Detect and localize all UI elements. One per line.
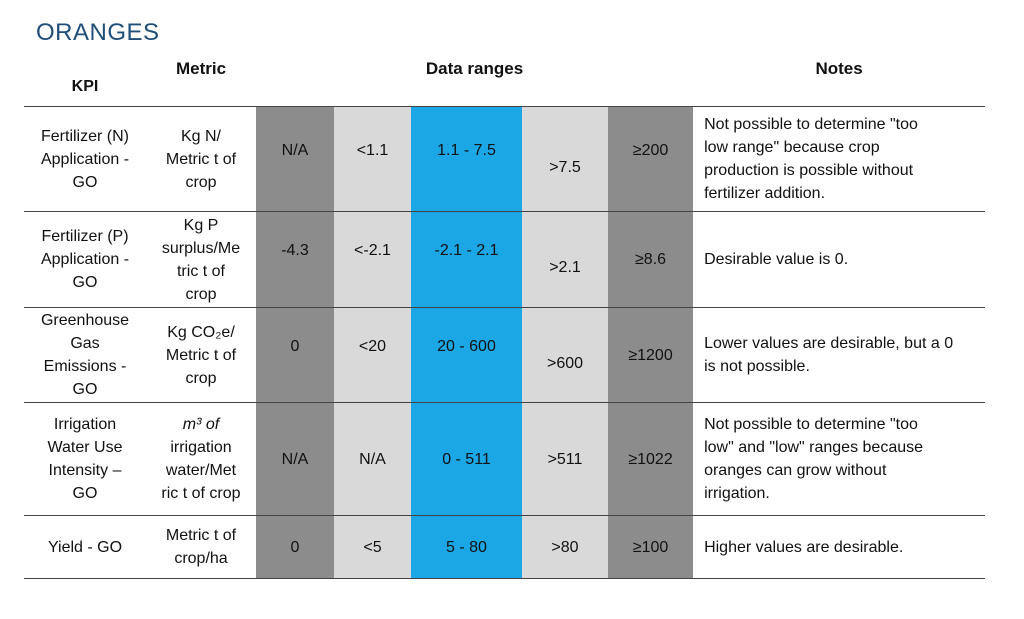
range-cell-target	[411, 516, 522, 579]
range-cell-very-high	[608, 308, 693, 403]
range-value: ≥200	[632, 141, 669, 159]
table-body	[24, 107, 985, 579]
table-row	[24, 308, 985, 403]
notes-line: Lower values are desirable, but a 0	[704, 335, 954, 352]
range-cell-high	[522, 308, 608, 403]
notes-line: Not possible to determine "too	[704, 116, 918, 133]
metric-line: Kg N/	[180, 127, 221, 145]
notes-cell	[693, 308, 985, 403]
header-data-ranges: Data ranges	[256, 48, 693, 107]
table-row	[24, 403, 985, 516]
metric-cell	[146, 516, 256, 579]
range-value: -4.3	[281, 242, 309, 259]
metric-cell	[146, 403, 256, 516]
kpi-line: Greenhouse	[40, 312, 130, 329]
range-cell-very-high	[608, 212, 693, 308]
range-cell-target	[411, 107, 522, 212]
range-cell-low	[334, 212, 411, 308]
metric-line: water/Met	[165, 462, 237, 479]
range-value: <-2.1	[354, 242, 391, 259]
range-value: >80	[551, 538, 579, 556]
metric-line: m³ of	[182, 416, 220, 433]
kpi-line: Application -	[40, 251, 130, 268]
range-value: >600	[546, 354, 584, 372]
metric-line: crop/ha	[174, 550, 228, 567]
range-value: N/A	[281, 141, 309, 159]
kpi-line: Gas	[70, 335, 100, 352]
kpi-line: GO	[72, 381, 98, 398]
range-cell-high	[522, 403, 608, 516]
notes-cell	[693, 516, 985, 579]
metric-cell	[146, 308, 256, 403]
range-cell-low	[334, 516, 411, 579]
kpi-line: Fertilizer (P)	[41, 228, 129, 245]
notes-line: low" and "low" ranges because	[704, 439, 924, 456]
metric-line: tric t of	[176, 262, 225, 280]
metric-line: ric t of crop	[161, 485, 241, 502]
kpi-line: Irrigation	[53, 416, 117, 433]
metric-line: surplus/Me	[161, 239, 241, 257]
notes-cell	[693, 107, 985, 212]
metric-cell	[146, 212, 256, 308]
metric-line: Kg P	[183, 216, 219, 234]
notes-line: Higher values are desirable.	[704, 538, 904, 556]
table-row	[24, 107, 985, 212]
notes-line: Desirable value is 0.	[704, 251, 849, 268]
range-cell-target	[411, 308, 522, 403]
range-cell-low	[334, 403, 411, 516]
range-cell-very-low	[256, 107, 334, 212]
kpi-line: GO	[72, 173, 98, 191]
range-value: >7.5	[549, 158, 581, 176]
kpi-line: GO	[72, 274, 98, 291]
header-kpi: KPI	[24, 48, 146, 107]
range-cell-low	[334, 308, 411, 403]
range-value: <5	[363, 538, 382, 556]
metric-cell	[146, 107, 256, 212]
range-cell-high	[522, 107, 608, 212]
notes-line: fertilizer addition.	[704, 185, 826, 202]
range-value: 0 - 511	[442, 450, 491, 468]
kpi-cell	[24, 308, 146, 403]
kpi-line: Fertilizer (N)	[41, 127, 129, 145]
range-value: >2.1	[549, 259, 581, 276]
range-value: ≥1022	[628, 450, 673, 468]
notes-line: production is possible without	[704, 162, 914, 179]
notes-line: oranges can grow without	[704, 462, 887, 479]
range-cell-very-high	[608, 403, 693, 516]
range-value: <20	[358, 337, 387, 355]
table-row	[24, 212, 985, 308]
metric-line: Metric t of	[165, 527, 237, 544]
range-cell-target	[411, 403, 522, 516]
range-value: N/A	[359, 450, 386, 468]
kpi-line: Application -	[40, 150, 130, 168]
notes-line: irrigation.	[704, 485, 770, 502]
range-value: ≥8.6	[635, 251, 667, 268]
range-value: 0	[290, 337, 300, 355]
range-value: 5 - 80	[446, 538, 487, 556]
range-value: N/A	[281, 450, 309, 468]
range-cell-very-low	[256, 403, 334, 516]
page-title: ORANGES	[36, 19, 160, 46]
kpi-line: Intensity –	[48, 462, 122, 479]
range-value: <1.1	[356, 141, 389, 159]
range-cell-very-high	[608, 107, 693, 212]
range-cell-very-low	[256, 308, 334, 403]
range-cell-very-low	[256, 516, 334, 579]
kpi-cell	[24, 212, 146, 308]
metric-line: crop	[185, 369, 217, 387]
notes-cell	[693, 212, 985, 308]
range-cell-high	[522, 212, 608, 308]
kpi-line: Yield - GO	[47, 538, 123, 556]
range-value: 20 - 600	[437, 337, 496, 355]
kpi-cell	[24, 403, 146, 516]
metric-line: Metric t of	[165, 346, 237, 364]
notes-cell	[693, 403, 985, 516]
header-notes: Notes	[693, 48, 985, 107]
range-cell-high	[522, 516, 608, 579]
notes-line: Not possible to determine "too	[704, 416, 918, 433]
header-metric: Metric	[146, 48, 256, 107]
kpi-table	[24, 48, 985, 579]
metric-line: Metric t of	[165, 150, 237, 168]
range-cell-low	[334, 107, 411, 212]
notes-line: is not possible.	[704, 358, 810, 375]
range-value: ≥1200	[628, 346, 673, 364]
range-value: 0	[290, 538, 300, 556]
range-cell-very-low	[256, 212, 334, 308]
range-value: >511	[547, 450, 583, 468]
range-cell-very-high	[608, 516, 693, 579]
range-value: ≥100	[632, 538, 669, 556]
table-row	[24, 516, 985, 579]
metric-line: Kg CO₂e/	[167, 323, 235, 341]
kpi-line: Emissions -	[43, 358, 127, 375]
range-value: -2.1 - 2.1	[434, 242, 499, 259]
metric-line: crop	[185, 173, 217, 191]
range-value: 1.1 - 7.5	[437, 141, 496, 159]
metric-line: crop	[185, 285, 217, 303]
kpi-line: GO	[72, 485, 98, 502]
kpi-line: Water Use	[47, 439, 123, 456]
range-cell-target	[411, 212, 522, 308]
notes-line: low range" because crop	[704, 139, 880, 156]
metric-line: irrigation	[170, 439, 232, 456]
kpi-cell	[24, 107, 146, 212]
kpi-cell	[24, 516, 146, 579]
